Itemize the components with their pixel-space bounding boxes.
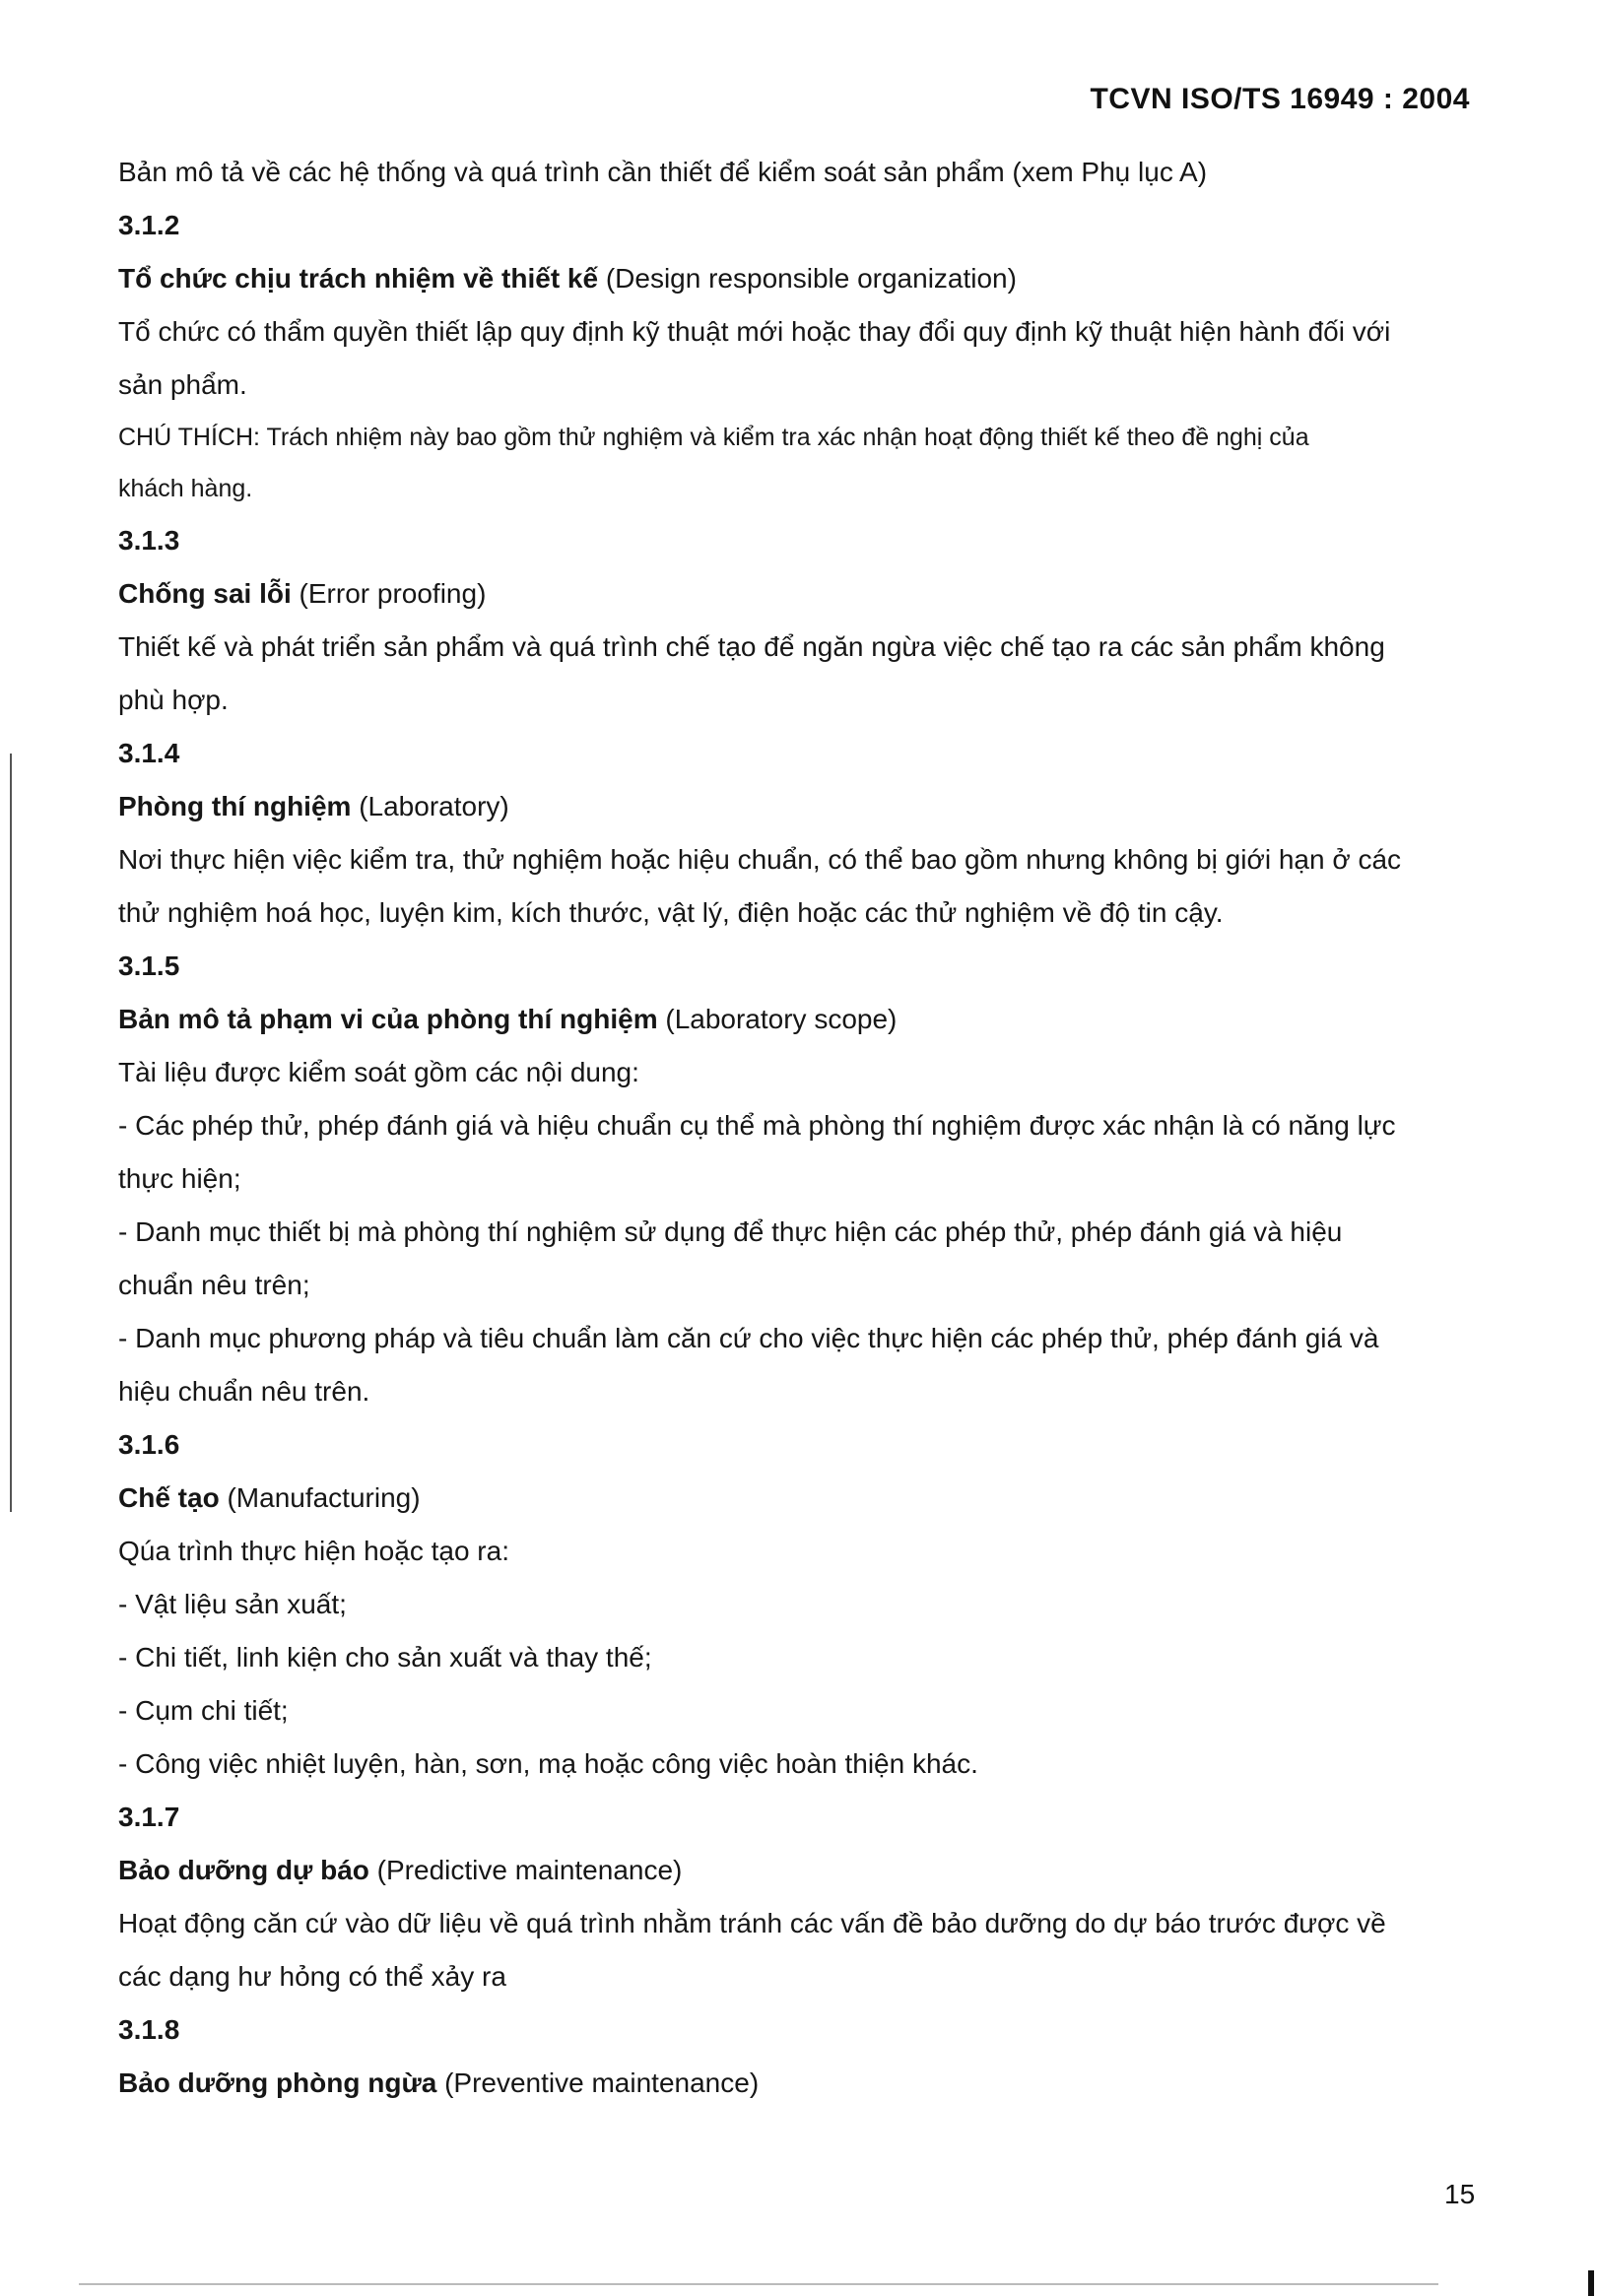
section-number-3-1-3: 3.1.3 [118,525,180,556]
section-number-3-1-6: 3.1.6 [118,1429,180,1460]
list-item-line: thực hiện; [118,1163,241,1194]
term-heading-3-1-8 [118,2057,1483,2110]
list-item: - Vật liệu sản xuất; [118,1589,347,1619]
term-heading-3-1-7 [118,1844,1483,1897]
term-heading-3-1-6 [118,1472,1483,1525]
definition-line: các dạng hư hỏng có thể xảy ra [118,1961,506,1992]
standard-header: TCVN ISO/TS 16949 : 2004 [1090,83,1470,115]
note-label: CHÚ THÍCH: [118,424,260,451]
list-item: - Công việc nhiệt luyện, hàn, sơn, mạ hoặc công việc hoàn thiện khác. [118,1748,978,1779]
list-item-line: - Các phép thử, phép đánh giá và hiệu chuẩn cụ thể mà phòng thí nghiệm được xác nhận là có năng lực [118,1110,1396,1141]
term-heading-3-1-2 [118,252,1483,305]
term-english: (Preventive maintenance) [436,2067,760,2098]
definition-intro: Tài liệu được kiểm soát gồm các nội dung: [118,1057,639,1087]
term-title: Bảo dưỡng dự báo [118,1855,369,1885]
scan-bottom-rule [79,2283,1438,2285]
term-title: Chống sai lỗi [118,578,292,609]
note-line [118,412,1483,463]
definition-line: Nơi thực hiện việc kiểm tra, thử nghiệm hoặc hiệu chuẩn, có thể bao gồm nhưng không bị giới hạn ở các [118,844,1402,875]
section-number-3-1-2: 3.1.2 [118,210,180,240]
term-heading-3-1-5 [118,993,1483,1046]
term-english: (Manufacturing) [219,1482,421,1513]
definition-line: sản phẩm. [118,369,247,400]
definition-line: phù hợp. [118,685,229,715]
term-heading-3-1-4 [118,780,1483,833]
term-title: Tổ chức chịu trách nhiệm về thiết kế [118,263,599,294]
term-heading-3-1-3 [118,567,1483,621]
list-item-line: - Danh mục phương pháp và tiêu chuẩn làm căn cứ cho việc thực hiện các phép thử, phép đánh giá và [118,1323,1379,1353]
term-english: (Laboratory scope) [657,1004,898,1034]
definition-line: Hoạt động căn cứ vào dữ liệu về quá trình nhằm tránh các vấn đề bảo dưỡng do dự báo trước được về [118,1908,1386,1938]
definition-intro: Qúa trình thực hiện hoặc tạo ra: [118,1536,509,1566]
intro-paragraph: Bản mô tả về các hệ thống và quá trình cần thiết để kiểm soát sản phẩm (xem Phụ lục A) [118,157,1208,187]
term-title: Phòng thí nghiệm [118,791,352,821]
section-number-3-1-4: 3.1.4 [118,738,180,768]
term-english: (Laboratory) [351,791,509,821]
list-item-line: hiệu chuẩn nêu trên. [118,1376,370,1407]
term-english: (Design responsible organization) [598,263,1017,294]
definition-line: Thiết kế và phát triển sản phẩm và quá trình chế tạo để ngăn ngừa việc chế tạo ra các sản phẩm không [118,631,1385,662]
term-title: Bảo dưỡng phòng ngừa [118,2067,437,2098]
term-title: Chế tạo [118,1482,220,1513]
list-item: - Cụm chi tiết; [118,1695,289,1726]
term-english: (Predictive maintenance) [368,1855,683,1885]
term-title: Bản mô tả phạm vi của phòng thí nghiệm [118,1004,658,1034]
document-body [118,146,1483,2110]
note-line: khách hàng. [118,475,253,502]
scan-margin-mark [10,754,12,1512]
definition-line: Tổ chức có thẩm quyền thiết lập quy định kỹ thuật mới hoặc thay đổi quy định kỹ thuật hiện hành đối với [118,316,1391,347]
term-english: (Error proofing) [291,578,487,609]
page-number: 15 [1444,2179,1476,2209]
note-text: Trách nhiệm này bao gồm thử nghiệm và kiểm tra xác nhận hoạt động thiết kế theo đề nghị của [259,424,1309,451]
list-item-line: - Danh mục thiết bị mà phòng thí nghiệm sử dụng để thực hiện các phép thử, phép đánh giá và hiệu [118,1216,1343,1247]
definition-line: thử nghiệm hoá học, luyện kim, kích thước, vật lý, điện hoặc các thử nghiệm về độ tin cậy. [118,897,1224,928]
section-number-3-1-8: 3.1.8 [118,2014,180,2045]
section-number-3-1-5: 3.1.5 [118,951,180,981]
scan-corner-mark [1588,2270,1594,2296]
list-item-line: chuẩn nêu trên; [118,1270,310,1300]
section-number-3-1-7: 3.1.7 [118,1802,180,1832]
list-item: - Chi tiết, linh kiện cho sản xuất và thay thế; [118,1642,652,1673]
